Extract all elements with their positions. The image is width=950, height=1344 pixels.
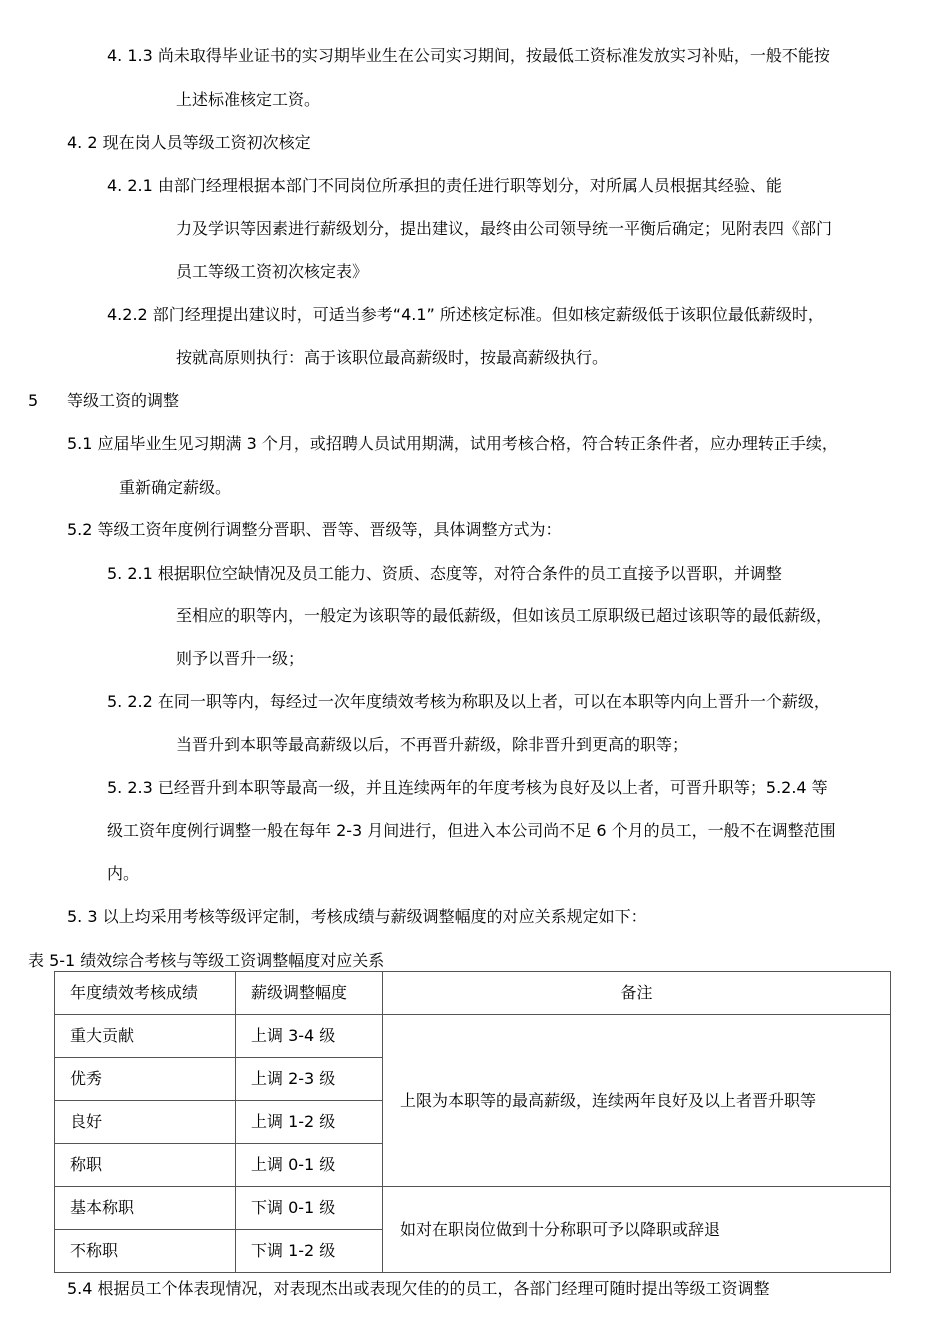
header-cell: 备注: [383, 972, 891, 1015]
section-heading: 等级工资的调整: [67, 391, 180, 410]
table-cell: 上调 0-1 级: [236, 1144, 383, 1187]
paragraph-line: 5.4 根据员工个体表现情况，对表现杰出或表现欠佳的的员工，各部门经理可随时提出等级工资调整: [67, 1279, 770, 1298]
table-row: [55, 1015, 891, 1058]
section-number: 5: [28, 391, 39, 410]
paragraph-line: 员工等级工资初次核定表》: [176, 262, 369, 281]
table-cell: 不称职: [55, 1230, 236, 1273]
paragraph-line: 级工资年度例行调整一般在每年 2-3 月间进行，但进入本公司尚不足 6 个月的员工，一般不在调整范围: [107, 821, 836, 840]
note-cell: 上限为本职等的最高薪级，连续两年良好及以上者晋升职等: [383, 1015, 891, 1187]
paragraph-line: 5. 2.2 在同一职等内，每经过一次年度绩效考核为称职及以上者，可以在本职等内向上晋升一个薪级，: [107, 692, 830, 711]
paragraph-line: 5.1 应届毕业生见习期满 3 个月，或招聘人员试用期满，试用考核合格，符合转正条件者，应办理转正手续，: [67, 434, 838, 453]
table-cell: 上调 2-3 级: [236, 1058, 383, 1101]
paragraph-line: 5.2 等级工资年度例行调整分晋职、晋等、晋级等，具体调整方式为：: [67, 520, 562, 539]
section-heading: 4. 2 现在岗人员等级工资初次核定: [67, 133, 311, 152]
table-cell: 称职: [55, 1144, 236, 1187]
table-cell: 下调 0-1 级: [236, 1187, 383, 1230]
paragraph-line: 至相应的职等内，一般定为该职等的最低薪级，但如该员工原职级已超过该职等的最低薪级，: [176, 606, 833, 625]
table-cell: 良好: [55, 1101, 236, 1144]
paragraph-line: 4. 1.3 尚未取得毕业证书的实习期毕业生在公司实习期间，按最低工资标准发放实习补贴，一般不能按: [107, 46, 830, 65]
paragraph-line: 力及学识等因素进行薪级划分，提出建议，最终由公司领导统一平衡后确定；见附表四《部门: [176, 219, 833, 238]
paragraph-line: 则予以晋升一级；: [176, 649, 305, 668]
paragraph-line: 5. 3 以上均采用考核等级评定制，考核成绩与薪级调整幅度的对应关系规定如下：: [67, 907, 647, 926]
paragraph-line: 当晋升到本职等最高薪级以后，不再晋升薪级，除非晋升到更高的职等；: [176, 735, 689, 754]
table-cell: 基本称职: [55, 1187, 236, 1230]
header-cell: 薪级调整幅度: [236, 972, 383, 1015]
paragraph-line: 上述标准核定工资。: [176, 90, 321, 109]
paragraph-line: 重新确定薪级。: [119, 478, 232, 497]
paragraph-line: 5. 2.1 根据职位空缺情况及员工能力、资质、态度等，对符合条件的员工直接予以晋职，并调整: [107, 564, 782, 583]
note-cell: 如对在职岗位做到十分称职可予以降职或辞退: [383, 1187, 891, 1273]
paragraph-line: 5. 2.3 已经晋升到本职等最高一级，并且连续两年的年度考核为良好及以上者，可晋升职等；5.2.4 等: [107, 778, 828, 797]
adjustment-table: [54, 971, 891, 1273]
table-cell: 重大贡献: [55, 1015, 236, 1058]
header-cell: 年度绩效考核成绩: [55, 972, 236, 1015]
paragraph-line: 4. 2.1 由部门经理根据本部门不同岗位所承担的责任进行职等划分，对所属人员根据其经验、能: [107, 176, 782, 195]
paragraph-line: 内。: [107, 864, 140, 883]
table-caption: 表 5-1 绩效综合考核与等级工资调整幅度对应关系: [28, 951, 385, 970]
table-row: [55, 1187, 891, 1230]
table-cell: 上调 1-2 级: [236, 1101, 383, 1144]
table-cell: 上调 3-4 级: [236, 1015, 383, 1058]
paragraph-line: 4.2.2 部门经理提出建议时，可适当参考“4.1” 所述核定标准。但如核定薪级低于该职位最低薪级时，: [107, 305, 824, 324]
table-cell: 下调 1-2 级: [236, 1230, 383, 1273]
paragraph-line: 按就高原则执行：高于该职位最高薪级时，按最高薪级执行。: [176, 348, 609, 367]
table-header-row: [55, 972, 891, 1015]
table-cell: 优秀: [55, 1058, 236, 1101]
